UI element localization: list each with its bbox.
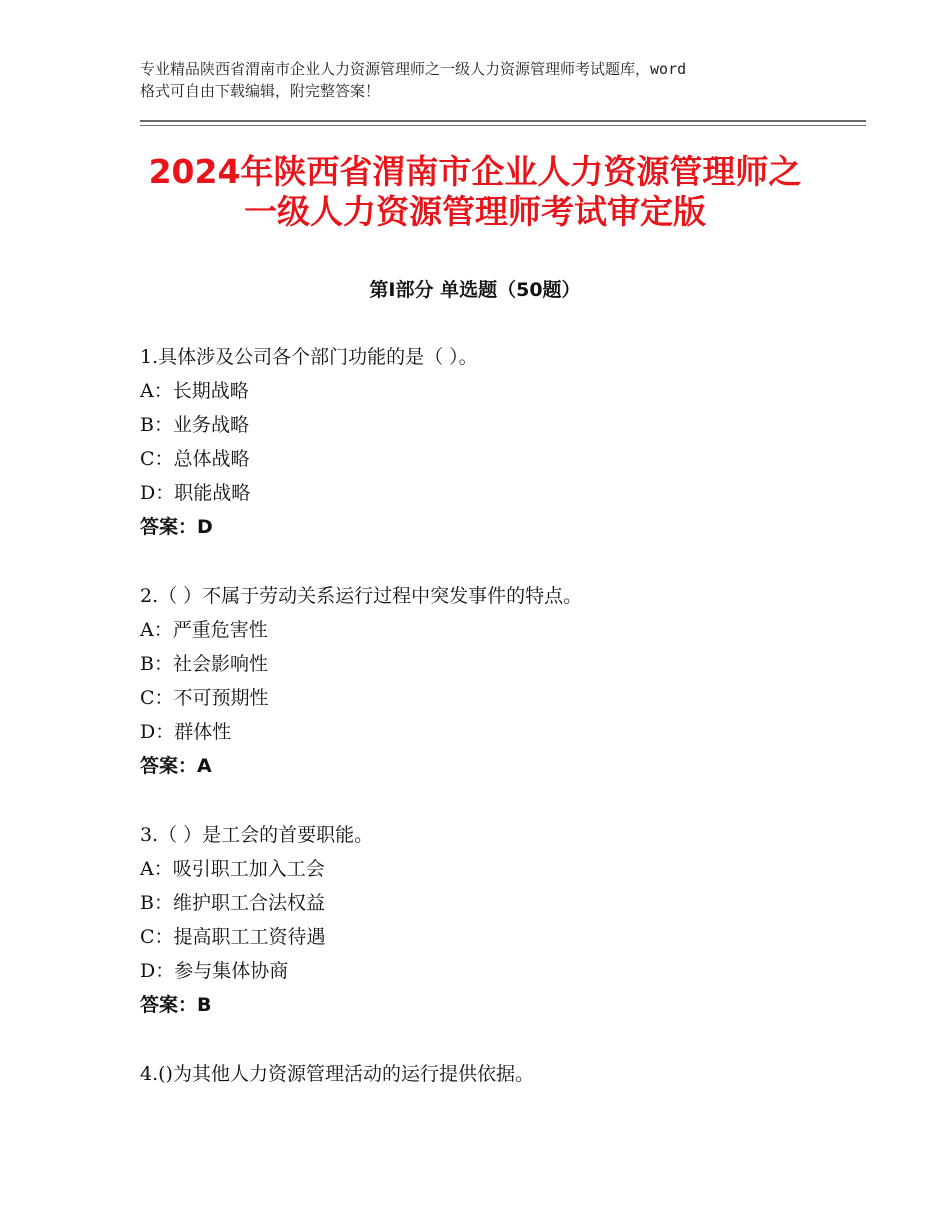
question-text: 2.（ ）不属于劳动关系运行过程中突发事件的特点。: [140, 585, 583, 607]
question-text: 3.（ ）是工会的首要职能。: [140, 824, 374, 846]
question-text: 1.具体涉及公司各个部门功能的是（ ）。: [140, 346, 478, 368]
header-note: [140, 58, 840, 102]
question-text: 4.()为其他人力资源管理活动的运行提供依据。: [140, 1063, 534, 1085]
option-d: D：参与集体协商: [140, 960, 289, 982]
question-4: [140, 1057, 860, 1091]
question-3: [140, 818, 860, 1022]
option-d: D：职能战略: [140, 482, 251, 504]
document-title-line-2: 一级人力资源管理师考试审定版: [244, 192, 706, 231]
option-d: D：群体性: [140, 721, 232, 743]
option-c: C：提高职工工资待遇: [140, 926, 326, 948]
option-a: A：吸引职工加入工会: [140, 858, 325, 880]
header-note-line-2: 格式可自由下载编辑，附完整答案！: [140, 82, 381, 100]
question-1: [140, 340, 860, 544]
section-heading: 第Ⅰ部分 单选题（50题）: [369, 279, 581, 301]
header-divider-thin: [140, 125, 866, 126]
question-2: [140, 579, 860, 783]
option-c: C：不可预期性: [140, 687, 269, 709]
option-a: A：长期战略: [140, 380, 249, 402]
header-note-line-1: 专业精品陕西省渭南市企业人力资源管理师之一级人力资源管理师考试题库，word: [140, 60, 687, 78]
answer-key: 答案：A: [140, 755, 212, 777]
option-b: B：业务战略: [140, 414, 249, 436]
document-title: [120, 152, 830, 232]
option-a: A：严重危害性: [140, 619, 268, 641]
answer-key: 答案：B: [140, 994, 212, 1016]
option-c: C：总体战略: [140, 448, 250, 470]
document-title-line-1: 2024年陕西省渭南市企业人力资源管理师之: [148, 152, 802, 191]
header-divider-thick: [140, 120, 866, 122]
option-b: B：社会影响性: [140, 653, 268, 675]
option-b: B：维护职工合法权益: [140, 892, 325, 914]
answer-key: 答案：D: [140, 516, 213, 538]
